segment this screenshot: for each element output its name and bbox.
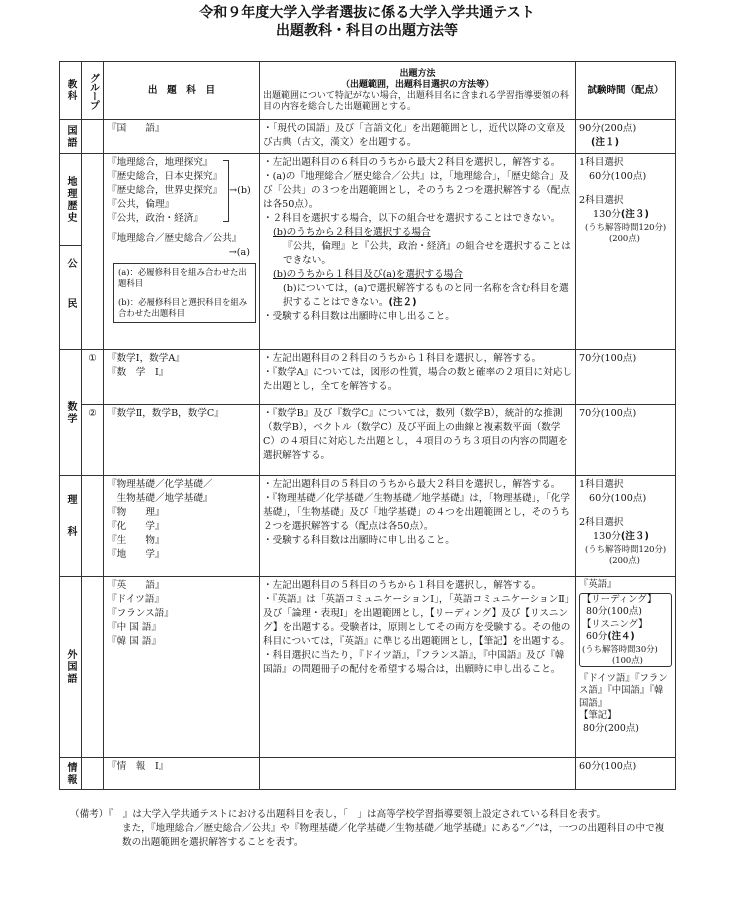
list-item: 『物 理』 [107,507,165,518]
time-kokugo: 90分(200点) (注１) [576,120,676,154]
method-chireki: ・左記出題科目の６科目のうちから最大２科目を選択し，解答する。 ・(a)の『地理総合／歴史総合／公共』は，「地理総合」，「歴史総合」及び「公共」の３つを出題範囲とし，そのうち２つを選択解答する（配点は各50点）。 ・２科目を選択する場合，以下の組合せを選択することはできない。 (b)のうちから２科目を選択する場合 『公共，倫理』と『公共，政治・経済』の組合せを選択することはできない。 (b)のうちから１科目及び(a)を選択する場合 (b)については，(a)で選択解答するものと同一名称を含む科目を選択することはできない。(注２) ・受験する科目数は出願時に申し出ること。 [260,154,576,350]
subject-komin: 公民 [65,257,76,338]
list-item: 『歴史総合，世界史探究』 [107,185,223,196]
time-joho: 60分(100点) [576,758,676,790]
remarks [70,808,670,850]
legend-box: (a)：必履修科目を組み合わせた出題科目 (b)：必履修科目と選択科目を組み合わせた出題科目 [113,263,256,323]
table-row [60,758,676,790]
items-sugaku-1 [104,350,260,405]
header-method: 出題方法 （出題範囲，出題科目選択の方法等） 出題範囲について特記がない場合，出題科目名に含まれる学習指導要領の科目の内容を総合した出題範囲とする。 [260,62,576,120]
items-joho: 『情 報 Ⅰ』 [104,758,260,790]
header-items: 出 題 科 目 [104,62,260,120]
group-2: ② [82,405,104,476]
list-item: 『地理総合／歴史総合／公共』 [107,233,242,244]
group-1: ① [82,350,104,405]
subject-gaikokugo: 外国語 [65,649,76,685]
list-item: 『公共，倫理』 [107,199,175,210]
method-rika: ・左記出題科目の５科目のうちから最大２科目を選択し，解答する。 ・『物理基礎／化学基礎／生物基礎／地学基礎』は，「物理基礎」，「化学基礎」，「生物基礎」及び「地学基礎」の４つを出題範囲とし，そのうち２つを選択解答する（配点は各50点）。 ・受験する科目数は出願時に申し出ること。 [260,476,576,577]
list-item: 生物基礎／地学基礎』 [107,493,213,504]
table-header-row [60,62,676,120]
list-item: 『歴史総合，日本史探究』 [107,171,223,182]
exam-subjects-table [59,61,676,790]
table-row [60,577,676,758]
items-kokugo: 『国 語』 [104,120,260,154]
header-subject: 教科 [60,62,82,120]
items-sugaku-2: 『数学Ⅱ，数学B，数学C』 [104,405,260,476]
time-chireki: 1科目選択 60分(100点) 2科目選択 130分(注３) (うち解答時間120分) (200点) [576,154,676,350]
time-sugaku-1: 70分(100点) [576,350,676,405]
method-sugaku-2: ・『数学B』及び『数学C』については，数列（数学B），統計的な推測（数学B），ベクトル（数学C）及び平面上の曲線と複素数平面（数学C）の４項目に対応した出題とし，４項目のうち３項目の内容の問題を選択解答する。 [260,405,576,476]
time-gaikokugo: 『英語』 【リーディング】 80分(100点) 【リスニング】 60分(注４) (うち解答時間30分) (100点) 『ドイツ語』『フランス語』『中国語』『韓国語』 【筆記】 80分(200点) [576,577,676,758]
page-subtitle: 出題教科・科目の出題方法等 [276,23,458,39]
subject-rika: 理科 [65,494,76,558]
list-item: 『英 語』 [107,580,165,591]
subject-kokugo: 国語 [65,124,76,149]
items-gaikokugo [104,577,260,758]
subject-joho: 情報 [65,761,76,786]
table-row [60,120,676,154]
time-rika: 1科目選択 60分(100点) 2科目選択 130分(注３) (うち解答時間120分) (200点) [576,476,676,577]
list-item: 『フランス語』 [107,608,174,619]
page-title: 令和９年度大学入学者選抜に係る大学入学共通テスト [199,5,535,21]
list-item: 『地 学』 [107,549,165,560]
list-item: 『公共，政治・経済』 [107,213,203,224]
combo-label-a: →(a) [228,247,250,258]
method-sugaku-1: ・左記出題科目の２科目のうちから１科目を選択し，解答する。 ・『数学A』については，図形の性質，場合の数と確率の２項目に対応した出題とし，全てを解答する。 [260,350,576,405]
list-item: 『数学Ⅰ，数学A』 [107,353,185,364]
remark-2: また，『地理総合／歴史総合／公共』や『物理基礎／化学基礎／生物基礎／地学基礎』にある“／”は，一つの出題科目の中で複数の出題範囲を選択解答することを表す。 [122,823,665,848]
header-time: 試験時間（配点） [576,62,676,120]
table-row [60,350,676,405]
remark-1: （備考）『 』は大学入学共通テストにおける出題科目を表し，「 」は高等学校学習指導要領上設定されている科目を表す。 [70,809,607,820]
time-sugaku-2: 70分(100点) [576,405,676,476]
subject-chireki: 地理歴史 [65,175,76,224]
table-row [60,476,676,577]
list-item: 『韓 国 語』 [107,636,162,647]
list-item: 『中 国 語』 [107,622,162,633]
list-item: 『物理基礎／化学基礎／ [107,479,213,490]
items-rika [104,476,260,577]
subject-sugaku: 数学 [65,400,76,425]
list-item: 『化 学』 [107,521,165,532]
list-item: 『数 学 Ⅰ』 [107,367,169,378]
table-row [60,154,676,246]
header-group: グループ [82,62,104,120]
method-gaikokugo: ・左記出題科目の５科目のうちから１科目を選択し，解答する。 ・『英語』は「英語コミュニケーションⅠ」，「英語コミュニケーションⅡ」及び「論理・表現Ⅰ」を出題範囲とし，【リーディング】及び【リスニング】を出題する。受験者は，原則としてその両方を受験する。その他の科目については，『英語』に準じる出題範囲とし，【筆記】を出題する。 ・科目選択に当たり，『ドイツ語』，『フランス語』，『中国語』及び『韓国語』の問題冊子の配付を希望する場合は，出願時に申し出ること。 [260,577,576,758]
items-chireki [104,154,260,350]
list-item: 『生 物』 [107,535,165,546]
table-row [60,405,676,476]
brace-label-b: →(b) [229,185,251,196]
list-item: 『地理総合，地理探究』 [107,157,213,168]
method-kokugo: ・「現代の国語」及び「言語文化」を出題範囲とし，近代以降の文章及び古典（古文，漢文）を出題する。 [260,120,576,154]
list-item: 『ドイツ語』 [107,594,165,605]
